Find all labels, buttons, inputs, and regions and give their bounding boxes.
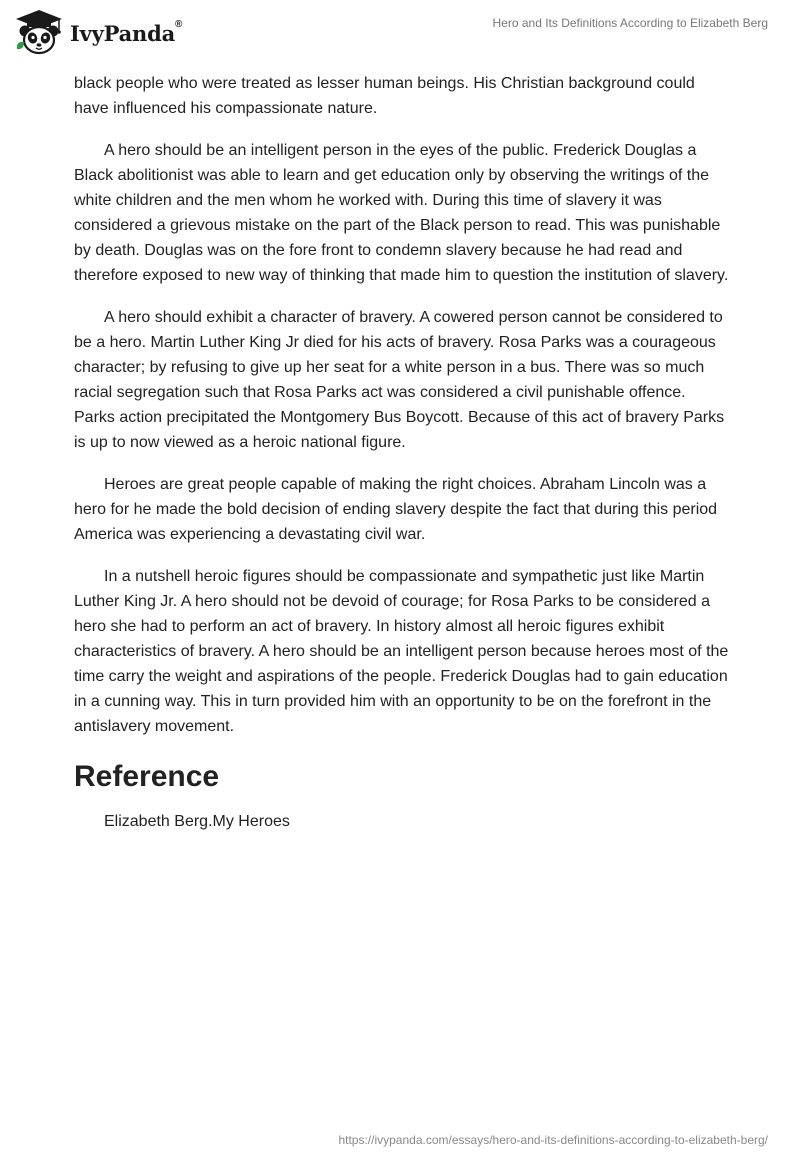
registered-mark: ® — [175, 18, 183, 30]
reference-item: Elizabeth Berg.My Heroes — [104, 813, 290, 830]
paragraph-4: Heroes are great people capable of making the right choices. Abraham Lincoln was a hero for he made the bold decision of ending slavery despite the fact that during this period America was experiencing a devastating civil war. — [74, 476, 718, 543]
paragraph-5: In a nutshell heroic figures should be compassionate and sympathetic just like Martin Luther King Jr. A hero should not be devoid of courage; for Rosa Parks to be considered a hero she had to perform an act of bravery. In history almost all heroic figures exhibit characteristics of bravery. A hero should be an intelligent person because heroes most of the time carry the weight and aspirations of the people. Frederick Douglas had to gain education in a cunning way. This in turn provided him with an opportunity to be on the forefront in the antislavery movement. — [74, 568, 729, 735]
paragraph-3: A hero should exhibit a character of bravery. A cowered person cannot be considered to be a hero. Martin Luther King Jr died for his acts of bravery. Rosa Parks was a courageous character; by refusing to give up her seat for a white person in a bus. There was so much racial segregation such that Rosa Parks act was considered a civil punishable offence. Parks action precipitated the Montgomery Bus Boycott. Because of this act of bravery Parks is up to now viewed as a heroic national figure. — [74, 309, 725, 451]
essay-body — [74, 70, 730, 834]
source-url[interactable]: https://ivypanda.com/essays/hero-and-its-definitions-according-to-elizabeth-berg/ — [338, 1133, 768, 1147]
document-title: Hero and Its Definitions According to Elizabeth Berg — [492, 16, 768, 30]
panda-graduate-icon — [14, 9, 64, 57]
page-header — [0, 0, 800, 70]
paragraph-1: black people who were treated as lesser human beings. His Christian background could have influenced his compassionate nature. — [74, 75, 695, 117]
logo-text: IvyPanda — [70, 20, 176, 46]
logo-wordmark — [70, 18, 183, 46]
paragraph-2: A hero should be an intelligent person in the eyes of the public. Frederick Douglas a Black abolitionist was able to learn and get education only by observing the writings of the white children and the men whom he worked with. During this time of slavery it was considered a grievous mistake on the part of the Black person to read. This was punishable by death. Douglas was on the fore front to condemn slavery because he had read and therefore exposed to new way of thinking that made him to question the institution of slavery. — [74, 142, 729, 284]
ivypanda-logo[interactable] — [14, 8, 182, 58]
reference-heading: Reference — [74, 760, 220, 793]
